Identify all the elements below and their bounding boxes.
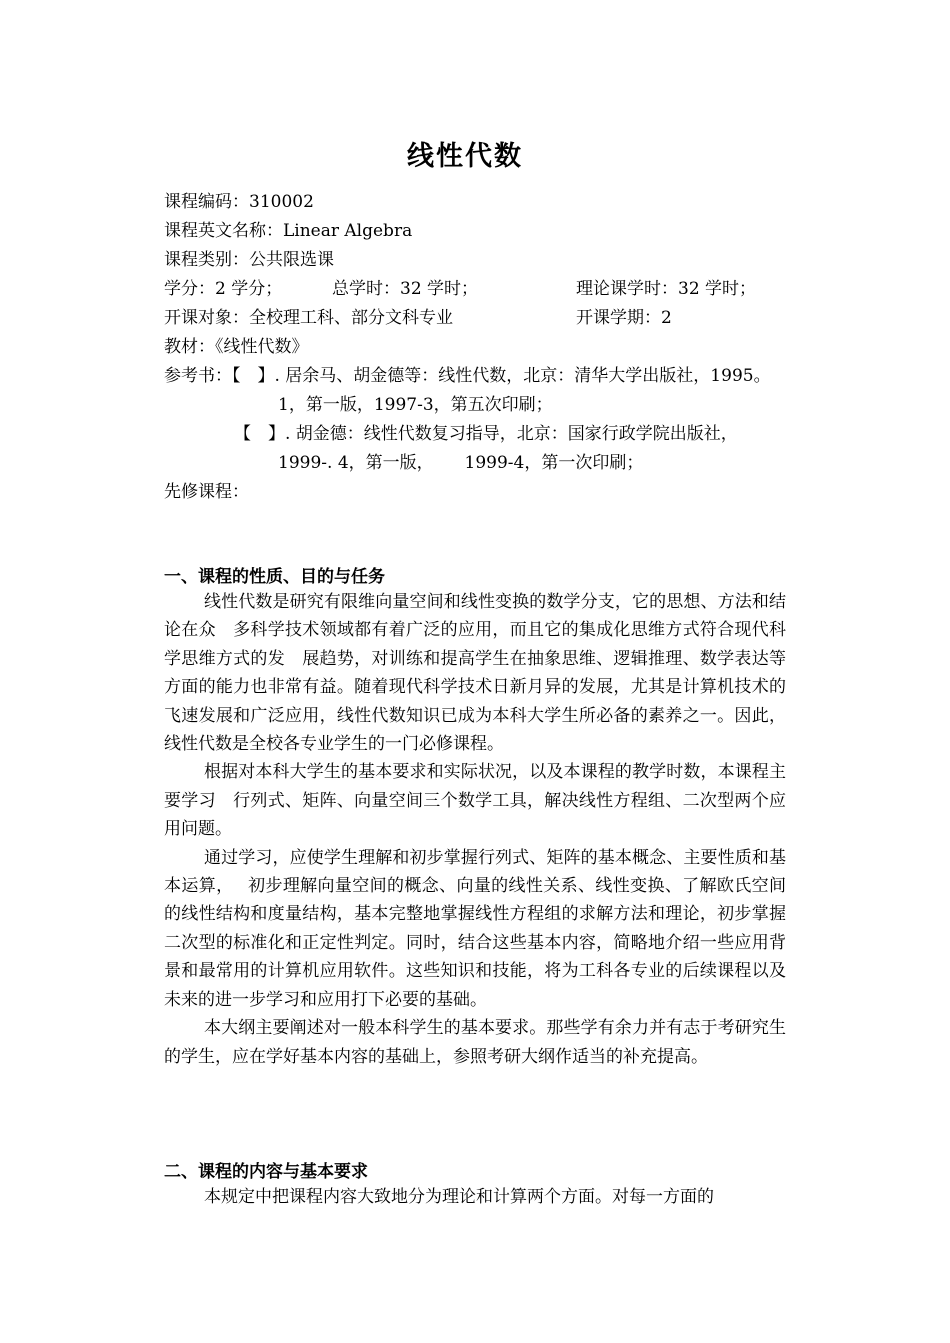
- semester: 开课学期：2: [576, 308, 672, 328]
- section-1-paragraph: 通过学习，应使学生理解和初步掌握行列式、矩阵的基本概念、主要性质和基本运算， 初步理解向量空间的概念、向量的线性关系、线性变换、了解欧氏空间的线性结构和度量结构，基本完整地掌握线性方程组的求解方法和理论，初步掌握二次型的标准化和正定性判定。同时，结合这些基本内容，简略地介绍一些应用背景和最常用的计算机应用软件。这些知识和技能，将为工科各专业的后续课程以及未来的进一步学习和应用打下必要的基础。: [164, 847, 786, 1010]
- course-english-name: 课程英文名称：Linear Algebra: [164, 221, 413, 241]
- section-1-paragraph: 本大纲主要阐述对一般本科学生的基本要求。那些学有余力并有志于考研究生的学生，应在学好基本内容的基础上，参照考研大纲作适当的补充提高。: [164, 1018, 786, 1067]
- total-hours: 总学时：32 学时；: [332, 279, 479, 299]
- audience-row: [164, 304, 804, 333]
- section-2-paragraph: 本规定中把课程内容大致地分为理论和计算两个方面。对每一方面的: [204, 1187, 714, 1207]
- prerequisites: 先修课程：: [164, 482, 249, 502]
- audience: 开课对象：全校理工科、部分文科专业: [164, 308, 453, 328]
- section-1-body: [164, 588, 786, 1071]
- section-2-heading: 二、课程的内容与基本要求: [164, 1162, 368, 1182]
- reference-line-1: 参考书：【 】. 居余马、胡金德等：线性代数，北京：清华大学出版社，1995。: [164, 366, 771, 386]
- section-2-body: [164, 1183, 786, 1211]
- textbook: 教材：《线性代数》: [164, 337, 309, 357]
- reference-line-3: 【 】. 胡金德：线性代数复习指导，北京：国家行政学院出版社，: [234, 424, 738, 444]
- course-code: 课程编码：310002: [164, 192, 314, 212]
- section-1-heading: 一、课程的性质、目的与任务: [164, 567, 385, 587]
- theory-hours: 理论课学时：32 学时；: [576, 279, 757, 299]
- hours-row: [164, 275, 804, 304]
- course-info-block: [164, 188, 804, 507]
- reference-line-4: 1999-. 4，第一版， 1999-4，第一次印刷；: [278, 453, 644, 473]
- reference-line-2: 1，第一版，1997-3，第五次印刷；: [278, 395, 553, 415]
- section-1-paragraph: 线性代数是研究有限维向量空间和线性变换的数学分支，它的思想、方法和结论在众 多科学技术领域都有着广泛的应用，而且它的集成化思维方式符合现代科学思维方式的发 展趋势，对训练和提高学生在抽象思维、逻辑推理、数学表达等方面的能力也非常有益。随着现代科学技术日新月异的发展，尤其是计算机技术的飞速发展和广泛应用，线性代数知识已成为本科大学生所必备的素养之一。因此，线性代数是全校各专业学生的一门必修课程。: [164, 592, 786, 755]
- section-1-paragraph: 根据对本科大学生的基本要求和实际状况，以及本课程的教学时数，本课程主要学习 行列式、矩阵、向量空间三个数学工具，解决线性方程组、二次型两个应用问题。: [164, 762, 786, 840]
- credits: 学分：2 学分；: [164, 279, 283, 299]
- document-title: 线性代数: [407, 141, 523, 172]
- course-category: 课程类别：公共限选课: [164, 250, 334, 270]
